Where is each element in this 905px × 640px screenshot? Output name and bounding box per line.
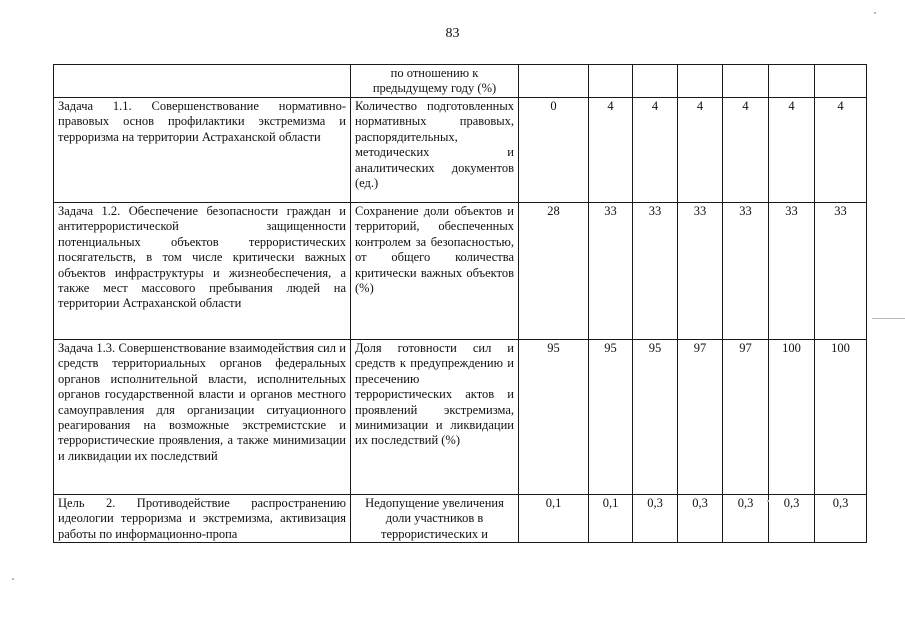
value-cell: 0,3 xyxy=(815,495,867,543)
value-cell: 33 xyxy=(589,203,633,340)
value-cell: 28 xyxy=(519,203,589,340)
scan-dust-mark xyxy=(874,12,876,14)
value-cell: 33 xyxy=(633,203,678,340)
value-cell xyxy=(633,65,678,98)
value-cell: 4 xyxy=(678,98,723,203)
table-row xyxy=(54,65,867,98)
value-cell: 95 xyxy=(633,340,678,495)
table-row xyxy=(54,203,867,340)
value-cell xyxy=(589,65,633,98)
scan-dust-mark xyxy=(767,500,769,502)
value-cell: 97 xyxy=(723,340,769,495)
scan-dust-mark xyxy=(12,578,14,580)
value-cell: 97 xyxy=(678,340,723,495)
task-cell xyxy=(54,65,351,98)
value-cell: 4 xyxy=(815,98,867,203)
indicator-cell: Доля готовности сил и средств к предупреждению и пресечению террористических актов и проявлений экстремизма, минимизации и ликвидации их последствий (%) xyxy=(351,340,519,495)
indicator-cell: Количество подготовленных нормативных правовых, распорядительных, методических и аналитических документов (ед.) xyxy=(351,98,519,203)
value-cell: 0 xyxy=(519,98,589,203)
value-cell: 33 xyxy=(815,203,867,340)
value-cell: 100 xyxy=(815,340,867,495)
value-cell xyxy=(723,65,769,98)
value-cell xyxy=(815,65,867,98)
value-cell: 100 xyxy=(769,340,815,495)
value-cell: 0,3 xyxy=(678,495,723,543)
task-cell: Цель 2. Противодействие распространению идеологии терроризма и экстремизма, активизация работы по информационно-пропа xyxy=(54,495,351,543)
indicator-cell: Недопущение увеличения доли участников в террористических и xyxy=(351,495,519,543)
task-cell: Задача 1.1. Совершенствование нормативно-правовых основ профилактики экстремизма и терроризма на территории Астраханской области xyxy=(54,98,351,203)
value-cell: 33 xyxy=(723,203,769,340)
value-cell: 95 xyxy=(589,340,633,495)
task-cell: Задача 1.3. Совершенствование взаимодействия сил и средств территориальных органов федеральных органов исполнительной власти, исполнительных органов государственной власти и органов местного самоуправления для организации ситуационного реагирования на возможные экстремистские и террористические проявления, а также минимизации и ликвидации их последствий xyxy=(54,340,351,495)
value-cell: 0,3 xyxy=(723,495,769,543)
value-cell: 0,1 xyxy=(519,495,589,543)
table-row xyxy=(54,98,867,203)
indicators-table xyxy=(53,64,867,543)
indicator-cell: по отношению к предыдущему году (%) xyxy=(351,65,519,98)
value-cell: 4 xyxy=(589,98,633,203)
scan-margin-line xyxy=(872,318,905,319)
task-cell: Задача 1.2. Обеспечение безопасности граждан и антитеррористической защищенности потенциальных объектов террористических посягательств, в том числе критически важных объектов инфраструктуры и жизнеобеспечения, а также мест массового пребывания людей на территории Астраханской области xyxy=(54,203,351,340)
value-cell: 0,3 xyxy=(769,495,815,543)
value-cell xyxy=(519,65,589,98)
value-cell xyxy=(769,65,815,98)
value-cell: 0,3 xyxy=(633,495,678,543)
value-cell: 4 xyxy=(633,98,678,203)
indicator-cell: Сохранение доли объектов и территорий, обеспеченных контролем за безопасностью, от общего количества критически важных объектов (%) xyxy=(351,203,519,340)
value-cell: 33 xyxy=(678,203,723,340)
value-cell: 33 xyxy=(769,203,815,340)
page-number: 83 xyxy=(445,26,460,41)
value-cell: 4 xyxy=(769,98,815,203)
value-cell: 4 xyxy=(723,98,769,203)
value-cell: 0,1 xyxy=(589,495,633,543)
table-row xyxy=(54,340,867,495)
table-row xyxy=(54,495,867,543)
value-cell xyxy=(678,65,723,98)
value-cell: 95 xyxy=(519,340,589,495)
